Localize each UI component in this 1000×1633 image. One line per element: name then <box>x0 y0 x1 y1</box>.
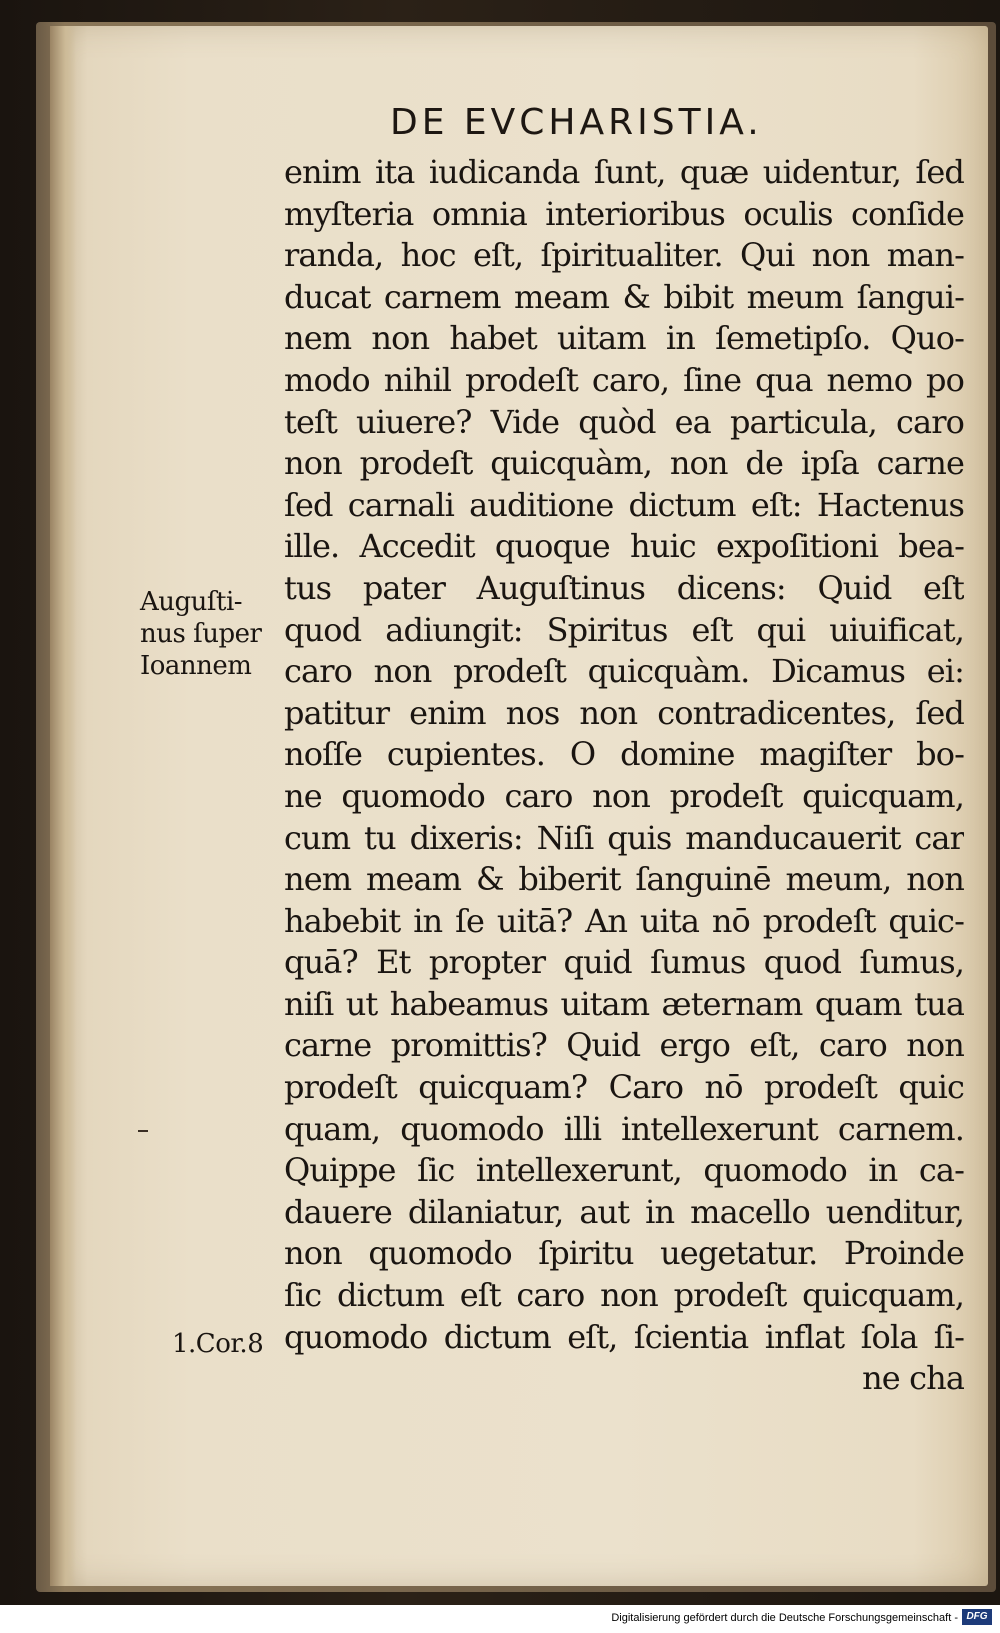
text-line: niſi ut habeamus uitam æternam quam tua <box>284 984 964 1023</box>
text-line: myſteria omnia interioribus oculis conſide <box>284 194 964 233</box>
text-line: ducat carnem meam & bibit meum ſangui‑ <box>284 277 964 316</box>
text-line: carne promittis? Quid ergo eſt, caro non <box>284 1026 964 1065</box>
text-line: dauere dilaniatur, aut in macello uenditur, <box>284 1192 964 1231</box>
text-line: quā? Et propter quid ſumus quod ſumus, <box>284 943 964 982</box>
text-line: nem meam & biberit ſanguinē meum, non <box>284 860 964 899</box>
text-line: ne cha <box>862 1359 964 1398</box>
margin-note-line: nus ſuper <box>140 619 262 649</box>
text-line: caro non prodeſt quicquàm. Dicamus ei: <box>284 652 964 691</box>
text-line: patitur enim nos non contradicentes, ſed <box>284 693 964 732</box>
text-line: ſed carnali auditione dictum eſt: Hactenus <box>284 485 964 524</box>
running-header: DE EVCHARISTIA. <box>390 102 763 143</box>
text-line: noſſe cupientes. O domine magiſter bo‑ <box>284 735 964 774</box>
text-line: quam, quomodo illi intellexerunt carnem. <box>284 1109 964 1148</box>
margin-dash-mark <box>138 1130 148 1132</box>
text-line: quod adiungit: Spiritus eſt qui uiuificat, <box>284 610 964 649</box>
margin-note-corinthians: 1.Cor.8 <box>172 1329 264 1359</box>
footer-credit: Digitalisierung gefördert durch die Deutsche Forschungsgemeinschaft - <box>611 1612 958 1624</box>
text-line: enim ita iudicanda ſunt, quæ uidentur, ſed <box>284 153 964 191</box>
text-line: prodeſt quicquam? Caro nō prodeſt quic <box>284 1068 964 1107</box>
text-line: non quomodo ſpiritu uegetatur. Proinde <box>284 1234 964 1273</box>
body-text <box>284 152 964 1400</box>
margin-note-line: Auguſti‑ <box>140 587 243 617</box>
text-line: modo nihil prodeſt caro, ſine qua nemo po <box>284 360 964 399</box>
text-line: teſt uiuere? Vide quòd ea particula, caro <box>284 402 964 441</box>
text-line: ne quomodo caro non prodeſt quicquam, <box>284 776 964 815</box>
text-line: non prodeſt quicquàm, non de ipſa carne <box>284 444 964 483</box>
text-line: Quippe ſic intellexerunt, quomodo in ca‑ <box>284 1151 964 1190</box>
margin-note-augustinus <box>140 586 261 682</box>
dfg-logo: DFG <box>962 1609 992 1625</box>
text-line: randa, hoc eſt, ſpiritualiter. Qui non man‑ <box>284 236 964 275</box>
text-line: tus pater Auguſtinus dicens: Quid eſt <box>284 568 964 607</box>
margin-note-line: Ioannem <box>140 651 252 681</box>
text-line: habebit in ſe uitā? An uita nō prodeſt quic‑ <box>284 901 964 940</box>
text-line: quomodo dictum eſt, ſcientia inflat ſola ſi‑ <box>284 1317 964 1356</box>
text-line: cum tu dixeris: Niſi quis manducauerit car <box>284 818 964 857</box>
text-line: ille. Accedit quoque huic expoſitioni bea‑ <box>284 527 964 566</box>
text-line: nem non habet uitam in ſemetipſo. Quo‑ <box>284 319 964 358</box>
text-line: ſic dictum eſt caro non prodeſt quicquam, <box>284 1276 964 1315</box>
page-gutter <box>50 26 76 1586</box>
